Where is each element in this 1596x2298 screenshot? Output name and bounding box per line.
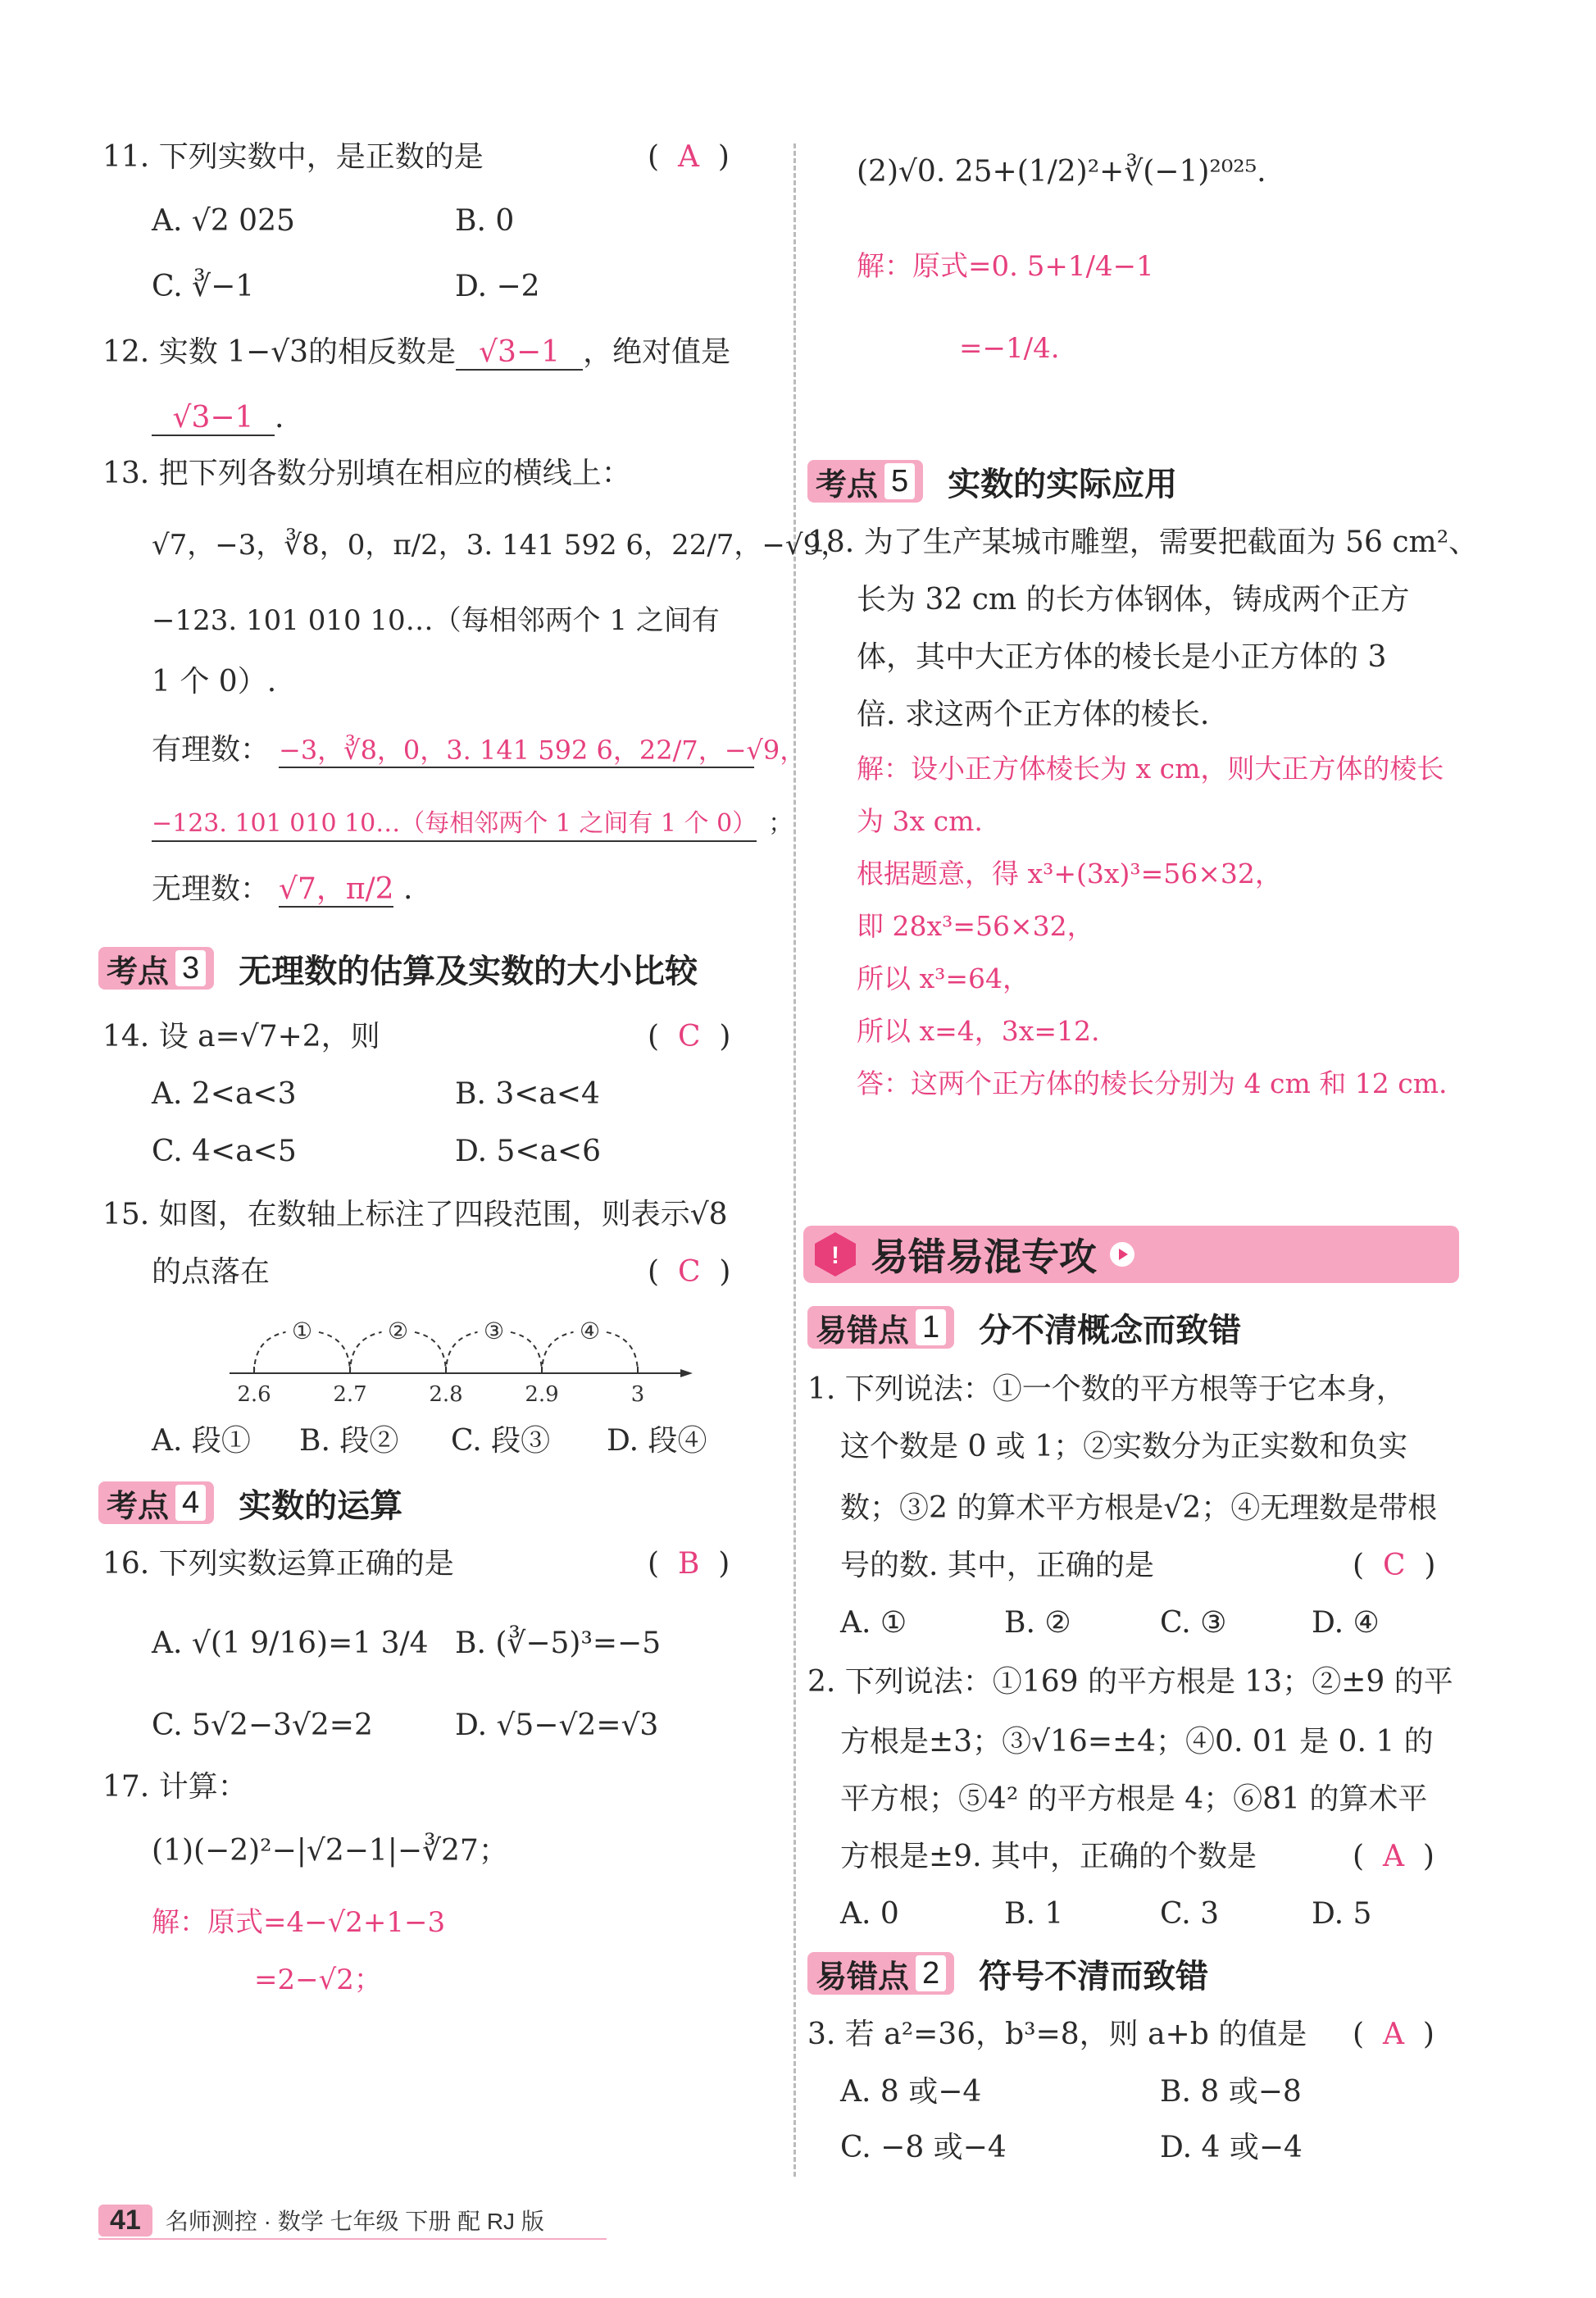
q18-solution-7: 答：这两个正方体的棱长分别为 4 cm 和 12 cm. [857,1067,1448,1099]
number-line-tick-label: 2.9 [525,1382,559,1407]
eq2-option-a: A. 0 [840,1897,899,1931]
q13-numbers-line2: −123. 101 010 10…（每相邻两个 1 之间有 [152,604,720,637]
q18-line-1: 18. 为了生产某城市雕塑，需要把截面为 56 cm²、 [807,526,1479,559]
q13-irrational-label: 无理数： [152,872,271,906]
eq3-option-d: D. 4 或−4 [1160,2131,1303,2164]
q17-part1-solution-2: =2−√2； [254,1964,382,1996]
eq2-option-b: B. 1 [1004,1897,1064,1931]
q14-option-c: C. 4<a<5 [152,1135,297,1168]
eq1-option-b: B. ② [1004,1606,1071,1640]
section-3-badge: 考点 3 [98,947,214,990]
book-title: 名师测控 · 数学 七年级 下册 配 RJ 版 [165,2209,544,2234]
q13-rational-answer-2: −123. 101 010 10…（每相邻两个 1 之间有 1 个 0） ； [152,808,793,842]
q18-solution-5: 所以 x³=64， [857,962,1030,994]
number-line-segment-label: ③ [483,1317,505,1345]
q17-part2-solution-2: =−1/4. [959,332,1060,365]
q18-solution-4: 即 28x³=56×32， [857,910,1094,942]
q18-line-4: 倍. 求这两个正方体的棱长. [857,698,1210,731]
q15-answer-bracket: ( C ) [648,1255,731,1289]
eq2-line-2: 方根是±3；③√16=±4；④0. 01 是 0. 1 的 [840,1725,1434,1759]
q14-answer-bracket: ( C ) [648,1020,731,1053]
eq1-option-c: C. ③ [1160,1606,1227,1640]
eq1-line-2: 这个数是 0 或 1；②实数分为正实数和负实 [840,1430,1408,1463]
play-icon [1108,1240,1136,1268]
q17-stem: 17. 计算： [102,1770,248,1804]
q15-option-b: B. 段② [299,1424,399,1458]
q13-stem: 13. 把下列各数分别填在相应的横线上： [102,457,631,490]
q12-line2: √3−1 . [152,402,284,436]
q18-line-3: 体，其中大正方体的棱长是小正方体的 3 [857,640,1387,674]
q14-option-a: A. 2<a<3 [152,1077,297,1111]
section-5-header [807,457,1177,505]
eq1-line-1: 1. 下列说法：①一个数的平方根等于它本身， [807,1372,1406,1406]
column-divider [793,143,796,2177]
q16-stem: 16. 下列实数运算正确的是 [102,1547,454,1581]
error-prone-banner [803,1226,1459,1283]
banner-title: 易错易混专攻 [871,1235,1097,1278]
section-5-title: 实数的实际应用 [948,466,1178,503]
q11-option-a: A. √2 025 [152,204,295,238]
number-line-tick-label: 2.8 [429,1382,463,1407]
q13-rational-answer-1: −3，∛8，0，3. 141 592 6，22/7，−√9， [279,734,754,768]
q15-option-d: D. 段④ [607,1424,707,1458]
section-4-title: 实数的运算 [239,1487,403,1524]
q18-solution-1: 解：设小正方体棱长为 x cm，则大正方体的棱长 [857,753,1444,785]
q16-option-d: D. √5−√2=√3 [455,1709,659,1742]
section-4-badge: 考点 4 [98,1481,214,1524]
q11-option-c: C. ∛−1 [152,270,255,303]
section-3-title: 无理数的估算及实数的大小比较 [239,953,698,990]
section-5-badge: 考点 5 [807,460,923,503]
q18-solution-2: 为 3x cm. [857,805,983,837]
eq2-line-4: 方根是±9. 其中，正确的个数是 [840,1840,1257,1873]
q18-solution-3: 根据题意，得 x³+(3x)³=56×32， [857,858,1282,890]
eq3-option-c: C. −8 或−4 [840,2131,1007,2164]
q12-stem: 12. 实数 1−√3的相反数是 √3−1 ，绝对值是 [102,335,731,369]
eq2-answer-bracket: ( A ) [1353,1840,1435,1873]
q13-rational-label: 有理数： [152,733,271,767]
q16-option-a: A. √(1 9/16)=1 3/4 [152,1627,429,1660]
eq1-answer-bracket: ( C ) [1353,1549,1436,1582]
eq2-line-1: 2. 下列说法：①169 的平方根是 13；②±9 的平 [807,1665,1453,1699]
page-footer [98,2204,544,2237]
q16-option-b: B. (∛−5)³=−5 [455,1627,662,1660]
number-line-arrow [680,1369,693,1377]
q15-stem-line1: 15. 如图，在数轴上标注了四段范围，则表示√8 [102,1198,728,1231]
warning-icon [810,1229,861,1280]
eq3-option-b: B. 8 或−8 [1160,2075,1302,2109]
q15-option-a: A. 段① [152,1424,251,1458]
eq3-answer-bracket: ( A ) [1353,2018,1435,2051]
error-point-1-badge: 易错点 1 [807,1306,954,1349]
eq3-option-a: A. 8 或−4 [840,2075,982,2109]
q13-numbers-line1: √7，−3，∛8，0，π/2，3. 141 592 6，22/7，−√9， [152,529,849,562]
error-point-2-title: 符号不清而致错 [979,1958,1209,1995]
eq1-option-a: A. ① [840,1606,907,1640]
svg-text:!: ! [831,1242,839,1269]
eq1-option-d: D. ④ [1312,1606,1380,1640]
error-point-1-title: 分不清概念而致错 [979,1312,1242,1349]
eq1-line-3: 数；③2 的算术平方根是√2；④无理数是带根 [840,1491,1438,1525]
section-3-header [98,944,698,992]
q18-solution-6: 所以 x=4，3x=12. [857,1015,1100,1047]
number-line-figure [221,1304,697,1410]
q14-option-d: D. 5<a<6 [455,1135,602,1168]
q16-option-c: C. 5√2−3√2=2 [152,1709,373,1742]
q12-answer-2: √3−1 [152,402,275,436]
eq2-option-d: D. 5 [1312,1897,1372,1931]
q11-stem: 11. 下列实数中，是正数的是 [102,140,484,174]
q17-part2: (2)√0. 25+(1/2)²+∛(−1)²⁰²⁵. [857,155,1266,189]
q15-option-c: C. 段③ [451,1424,551,1458]
q13-irrational-line: √7，π/2 . [279,872,413,906]
q11-answer-bracket: ( A ) [648,140,730,174]
q12-answer-1: √3−1 [456,336,583,371]
footer-rule [98,2238,607,2240]
error-point-2-header [807,1950,1208,1997]
q16-answer-bracket: ( B ) [648,1547,730,1581]
error-point-1-header [807,1304,1241,1351]
q17-part1: (1)(−2)²−|√2−1|−∛27； [152,1834,508,1868]
section-4-header [98,1479,402,1527]
number-line-segment-label: ② [387,1317,409,1345]
eq3-stem: 3. 若 a²=36，b³=8，则 a+b 的值是 [807,2018,1307,2051]
number-line-segment-label: ④ [579,1317,601,1345]
number-line-tick-label: 2.7 [333,1382,367,1407]
page-number: 41 [98,2205,152,2237]
q11-option-b: B. 0 [455,204,515,238]
eq1-line-4: 号的数. 其中，正确的是 [840,1549,1154,1582]
eq2-line-3: 平方根；⑤4² 的平方根是 4；⑥81 的算术平 [840,1782,1428,1816]
q17-part2-solution-1: 解：原式=0. 5+1/4−1 [857,250,1154,283]
eq2-option-c: C. 3 [1160,1897,1220,1931]
number-line-tick-label: 3 [630,1382,645,1407]
q14-stem: 14. 设 a=√7+2，则 [102,1020,380,1053]
q13-numbers-line3: 1 个 0）. [152,665,277,699]
number-line-segment-label: ① [291,1317,313,1345]
q15-stem-line2: 的点落在 [152,1255,271,1289]
q11-option-d: D. −2 [455,270,540,303]
q14-option-b: B. 3<a<4 [455,1077,600,1111]
q17-part1-solution-1: 解：原式=4−√2+1−3 [152,1906,446,1939]
q18-line-2: 长为 32 cm 的长方体钢体，铸成两个正方 [857,583,1410,617]
number-line-tick-label: 2.6 [237,1382,271,1407]
error-point-2-badge: 易错点 2 [807,1952,954,1995]
